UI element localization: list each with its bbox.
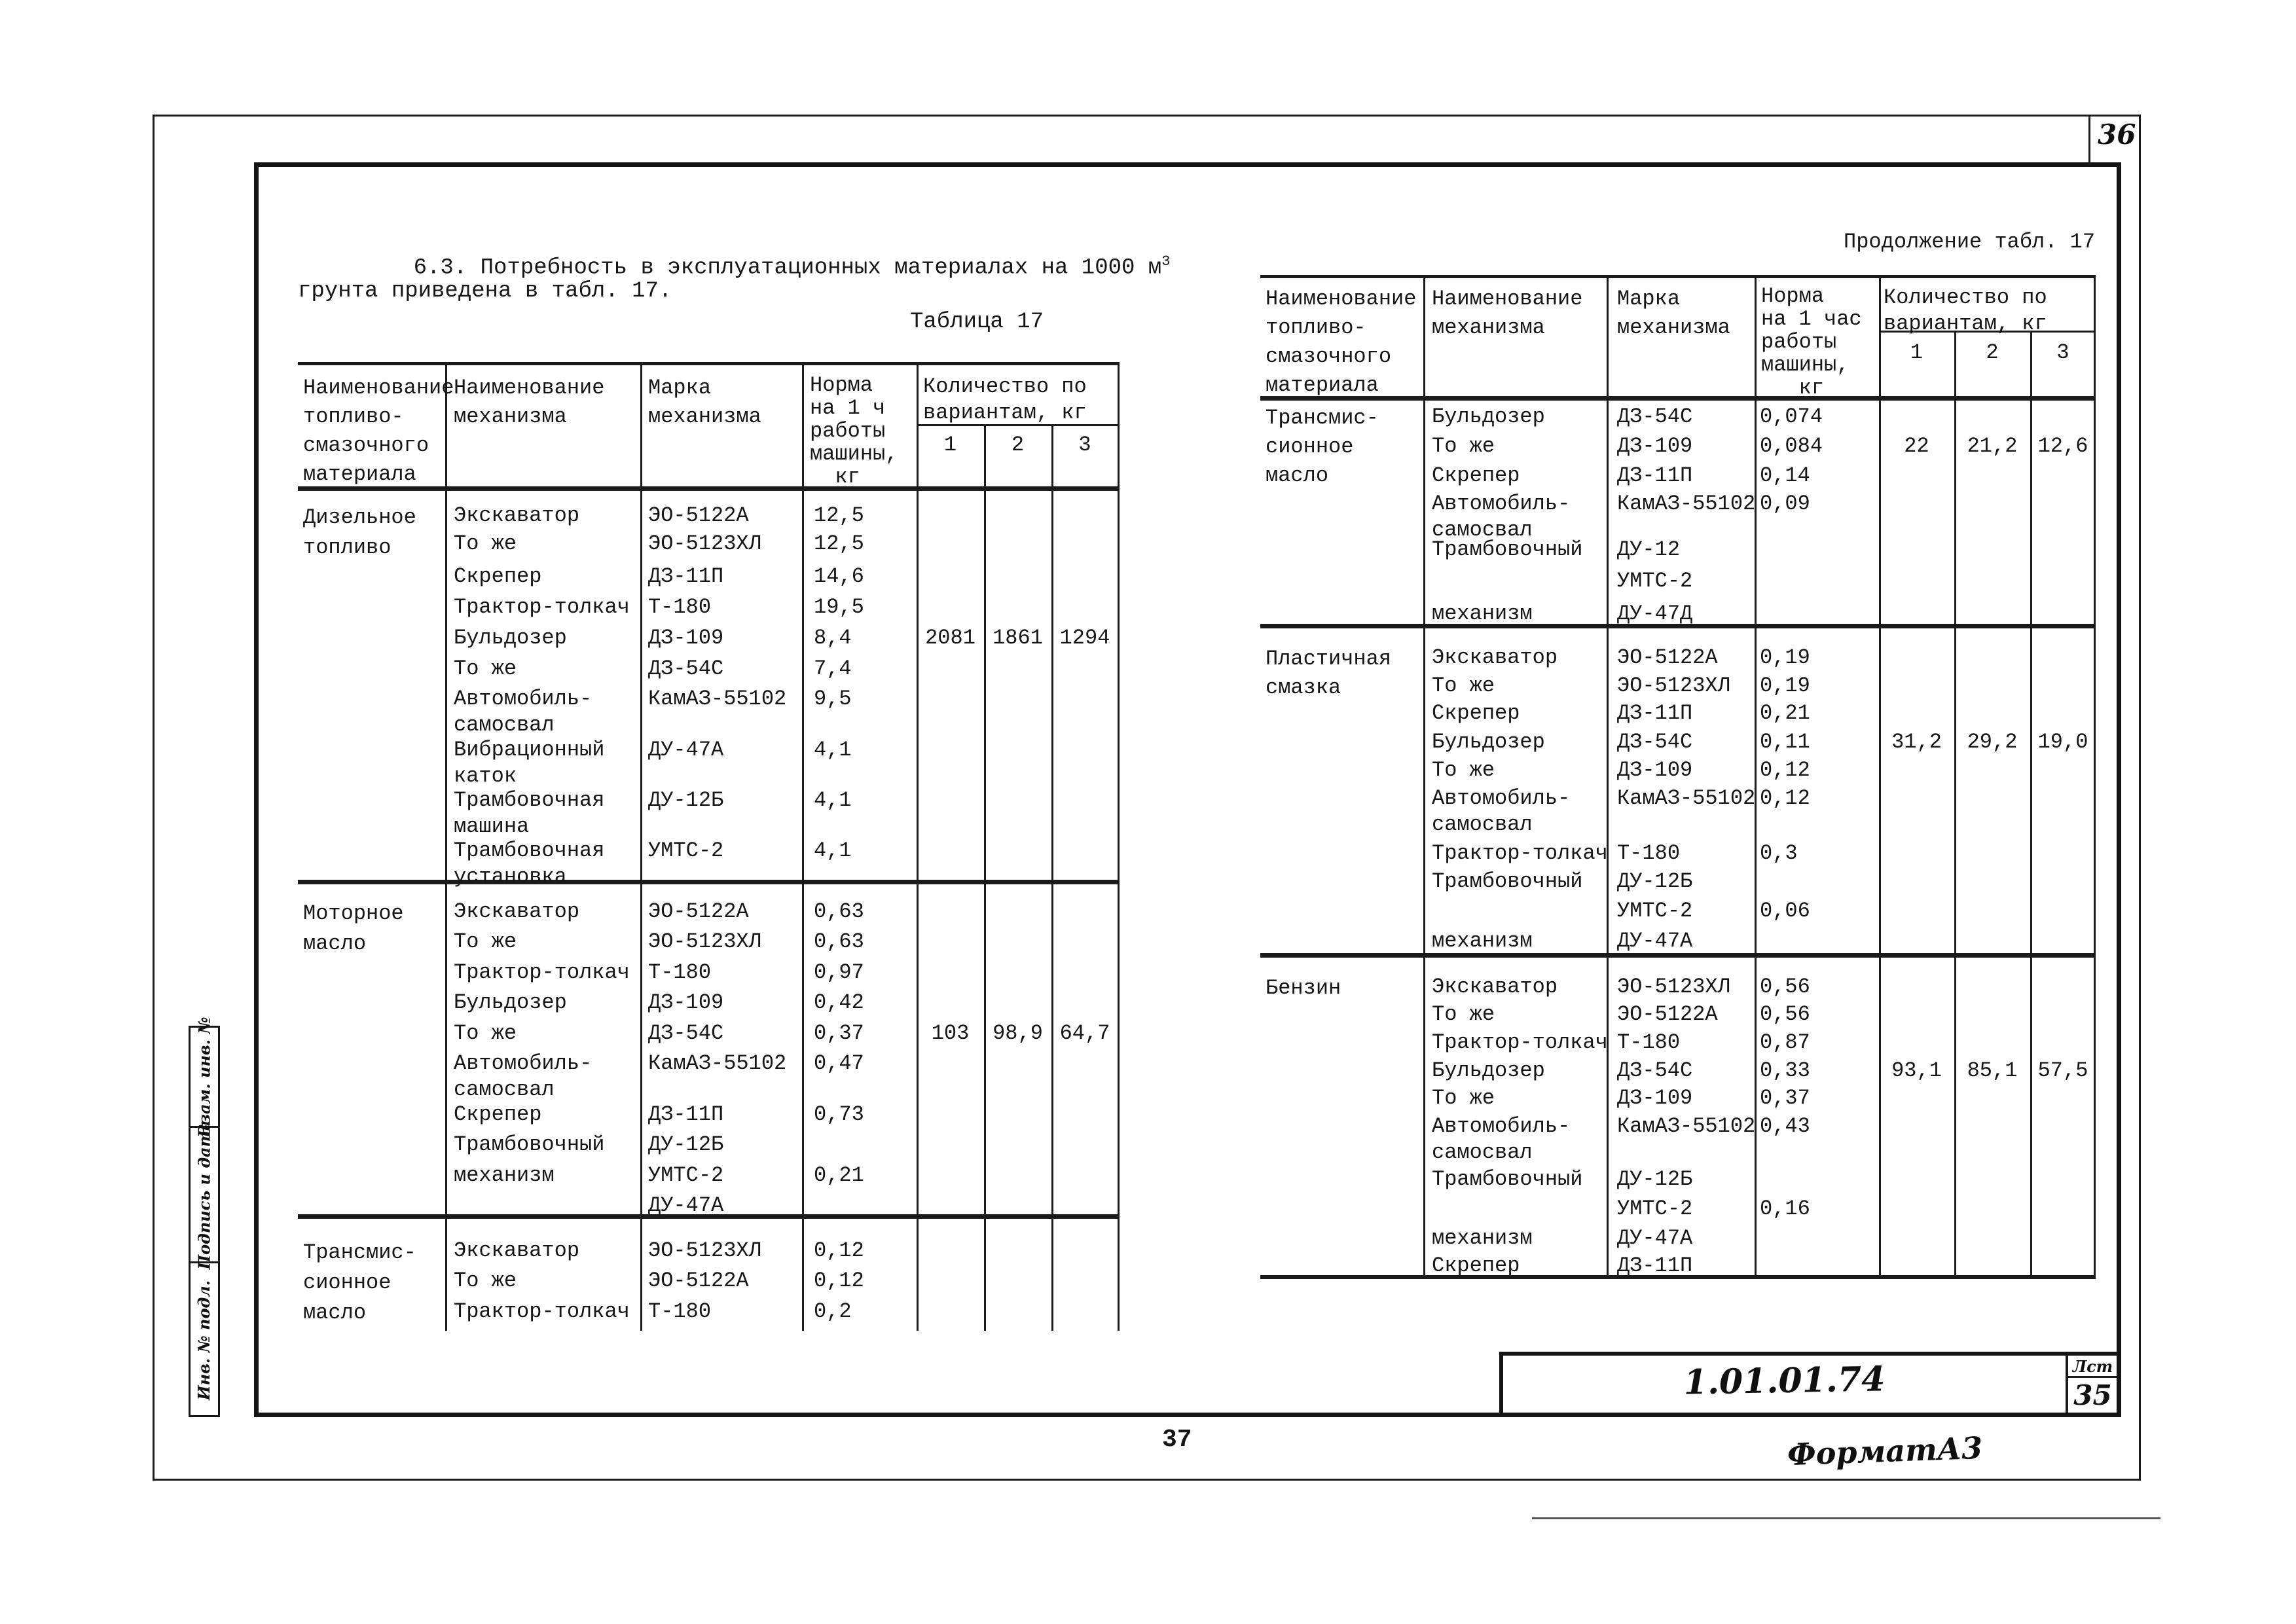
superscript-3: 3 [1161,253,1171,270]
table-row: УМТС-2 0,06 [1617,899,1810,923]
table-row: Скрепер ДЗ-11П 0,14 [1432,463,1810,488]
sheet-border-right [2139,115,2141,1481]
sheet-number-small: 35 [2073,1379,2112,1411]
stamp-field-vzam: Взам. инв. № [194,1016,214,1138]
table-caption: Таблица 17 [910,310,1044,334]
table-row: То же ЭО-5122А 0,56 [1432,1002,1810,1026]
table-row: УМТС-2 0,16 [1617,1197,1810,1221]
table-row: механизм ДУ-47Д [1432,602,1693,626]
table-row: Трактор-толкач Т-180 0,3 [1432,841,1798,865]
material-label: Дизельное топливо [303,505,416,560]
column-header-mark: Марка механизма [1617,287,1730,340]
stamp-field-podpis: Подпись и дата [194,1119,214,1270]
variant-header-1: 1 [943,433,957,457]
table-row: То же ДЗ-109 0,084 22 21,2 12,6 [1432,434,2088,458]
intro-line-1: 6.3. Потребность в эксплуатационных материалах на 1000 $м^3$ [413,253,1171,281]
table-row: механизм ДУ-47А [1432,929,1693,953]
column-header-mechanism: Наименование механизма [454,376,605,429]
table-row: То же ЭО-5123ХЛ 0,63 [454,929,864,954]
table-row: То же ЭО-5123ХЛ 0,19 [1432,674,1810,698]
table-row: Скрепер ДЗ-11П 14,6 [454,564,864,588]
table-row: Бульдозер ДЗ-54С 0,074 [1432,405,1823,429]
continuation-caption: Продолжение табл. 17 [1844,230,2096,254]
table-row: Автомобиль- самосвал КамАЗ-55102 0,43 [1432,1114,1810,1164]
material-label: Трансмис- сионное масло [1266,406,1379,488]
intro-line-2: грунта приведена в табл. 17. [298,279,672,304]
table-row: Трамбовочный ДУ-12 [1432,537,1681,562]
material-label: Пластичная смазка [1266,647,1392,700]
sheet-border-left [153,115,155,1481]
table-row: ДУ-47А [648,1193,724,1218]
column-header-norm: Норма на 1 ч работы машины, кг [810,373,898,489]
table-row: Трактор-толкач Т-180 19,5 [454,595,864,619]
variant-header-2: 2 [1986,340,1999,365]
variant-header-1: 1 [1910,340,1923,365]
materials-table-left [298,362,1120,1331]
table-row: То же ДЗ-109 0,37 [1432,1086,1810,1110]
column-header-quantity: Количество по вариантам, кг [923,374,1087,425]
page-number: 37 [1162,1426,1192,1454]
table-row: То же ДЗ-54С 0,37 103 98,9 64,7 [454,1021,1110,1045]
table-row: Трамбовочная установка УМТС-2 4,1 [454,839,852,889]
table-row: Автомобиль- самосвал КамАЗ-55102 0,12 [1432,786,1810,837]
sheet-border-top [153,115,2141,117]
table-row: Трамбовочный ДУ-12Б [1432,869,1693,893]
materials-table-right [1260,275,2096,1279]
table-row: Бульдозер ДЗ-109 8,4 2081 1861 1294 [454,626,1110,650]
table-row: Трамбовочная машина ДУ-12Б 4,1 [454,788,852,839]
table-row: механизм УМТС-2 0,21 [454,1163,864,1187]
table-row: Автомобиль- самосвал КамАЗ-55102 0,09 [1432,492,1810,542]
table-row: УМТС-2 [1617,569,1693,593]
title-block [1499,1352,2121,1417]
column-header-material: Наименование топливо- смазочного материала [303,376,454,486]
table-row: Вибрационный каток ДУ-47А 4,1 [454,738,852,788]
table-row: Скрепер ДЗ-11П 0,73 [454,1102,864,1127]
table-row: То же ЭО-5122А 0,12 [454,1269,864,1293]
table-rule [1260,275,2096,278]
column-header-quantity: Количество по вариантам, кг [1884,285,2047,336]
stamp-strip [189,1016,220,1417]
table-row: Трактор-толкач Т-180 0,97 [454,960,864,984]
material-label: Бензин [1266,976,1341,1000]
table-row: Скрепер ДЗ-11П [1432,1254,1693,1278]
column-header-material: Наименование топливо- смазочного материала [1266,287,1417,397]
doc-number: 1.01.01.74 [1683,1359,1886,1403]
table-row: Автомобиль- самосвал КамАЗ-55102 9,5 [454,687,852,737]
table-row: Экскаватор ЭО-5122А 0,63 [454,899,864,924]
table-row: Трамбовочный ДУ-12Б [454,1132,724,1157]
sheet-label-small: Лст [2072,1357,2113,1376]
table-row: Автомобиль- самосвал КамАЗ-55102 0,47 [454,1051,864,1102]
material-label: Моторное масло [303,901,404,956]
table-row: Экскаватор ЭО-5123ХЛ 0,56 [1432,975,1810,999]
table-row: Бульдозер ДЗ-54С 0,33 93,1 85,1 57,5 [1432,1058,2088,1083]
variant-header-3: 3 [1078,433,1091,457]
format-note: ФорматА3 [1787,1430,1984,1473]
variant-header-2: 2 [1011,433,1025,457]
stamp-field-inv: Инв. № подл. [194,1280,214,1401]
table-row: Экскаватор ЭО-5122А 0,19 [1432,645,1810,670]
table-row: Трамбовочный ДУ-12Б [1432,1167,1693,1191]
corner-box-divider [2088,115,2090,164]
table-row: Трактор-толкач Т-180 0,87 [1432,1030,1810,1055]
material-label: Трансмис- сионное масло [303,1240,416,1325]
sheet-number-top: 36 [2098,118,2136,151]
table-row: Скрепер ДЗ-11П 0,21 [1432,701,1810,725]
table-row: То же ДЗ-109 0,12 [1432,758,1810,782]
table-row: Экскаватор ЭО-5123ХЛ 0,12 [454,1238,864,1263]
column-header-mechanism: Наименование механизма [1432,287,1583,340]
table-row: То же ДЗ-54С 7,4 [454,657,852,681]
table-row: Трактор-толкач Т-180 0,2 [454,1299,852,1324]
table-row: То же ЭО-5123ХЛ 12,5 [454,532,864,556]
table-row: Экскаватор ЭО-5122А 12,5 [454,503,864,528]
column-header-mark: Марка механизма [648,376,761,429]
column-header-norm: Норма на 1 час работы машины, кг [1761,284,1862,400]
scan-edge-line [1532,1517,2160,1519]
variant-header-3: 3 [2056,340,2069,365]
sheet-border-bottom [153,1479,2141,1481]
table-rule [298,362,1120,365]
table-row: Бульдозер ДЗ-109 0,42 [454,990,864,1015]
table-row: Бульдозер ДЗ-54С 0,11 31,2 29,2 19,0 [1432,730,2088,754]
table-row: механизм ДУ-47А [1432,1226,1693,1250]
title-block-divider [2066,1376,2117,1378]
